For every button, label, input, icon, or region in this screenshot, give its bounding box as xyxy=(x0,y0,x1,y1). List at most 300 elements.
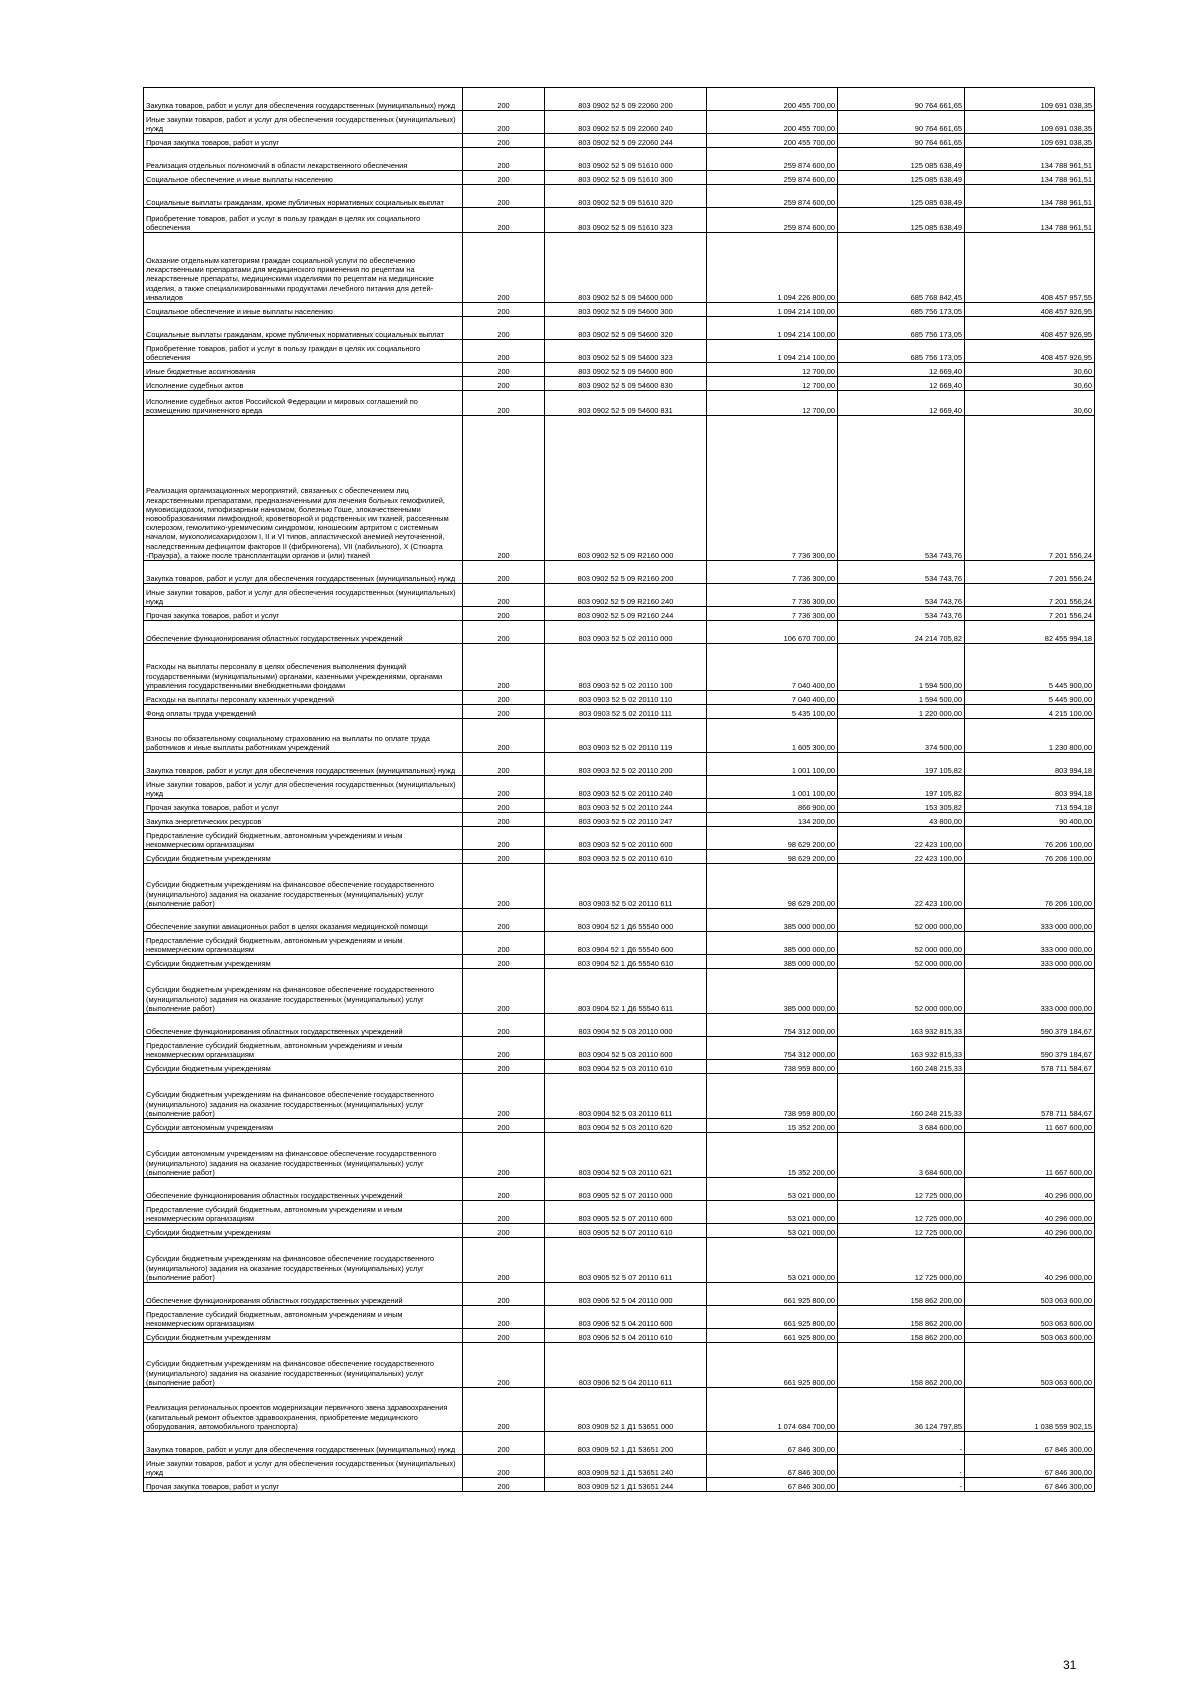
row-name: Субсидии бюджетным учреждениям на финансовое обеспечение государственного (муниципального) задания на оказание государственных (муниципальных) услуг (выполнение работ) xyxy=(144,1238,463,1283)
row-kbk: 803 0903 52 5 02 20110 247 xyxy=(545,813,707,827)
row-unexecuted: 408 457 957,55 xyxy=(965,233,1095,303)
row-unexecuted: 134 788 961,51 xyxy=(965,208,1095,233)
row-executed: 12 725 000,00 xyxy=(838,1224,965,1238)
row-code: 200 xyxy=(463,1074,545,1119)
row-approved: 12 700,00 xyxy=(707,363,838,377)
row-code: 200 xyxy=(463,1283,545,1306)
row-approved: 67 846 300,00 xyxy=(707,1432,838,1455)
row-executed: 3 684 600,00 xyxy=(838,1133,965,1178)
row-unexecuted: 5 445 900,00 xyxy=(965,644,1095,691)
row-name: Приобретение товаров, работ и услуг в пользу граждан в целях их социального обеспечения xyxy=(144,340,463,363)
row-name: Исполнение судебных актов Российской Федерации и мировых соглашений по возмещению причиненного вреда xyxy=(144,391,463,416)
row-unexecuted: 67 846 300,00 xyxy=(965,1455,1095,1478)
row-kbk: 803 0904 52 1 Д6 55540 610 xyxy=(545,955,707,969)
table-row xyxy=(144,1432,1095,1455)
row-name: Закупка товаров, работ и услуг для обеспечения государственных (муниципальных) нужд xyxy=(144,561,463,584)
row-code: 200 xyxy=(463,1178,545,1201)
row-code: 200 xyxy=(463,813,545,827)
row-executed: 163 932 815,33 xyxy=(838,1014,965,1037)
row-code: 200 xyxy=(463,1201,545,1224)
row-unexecuted: 7 201 556,24 xyxy=(965,416,1095,561)
row-executed: 36 124 797,85 xyxy=(838,1388,965,1432)
row-name: Фонд оплаты труда учреждений xyxy=(144,705,463,719)
row-code: 200 xyxy=(463,1037,545,1060)
row-unexecuted: 333 000 000,00 xyxy=(965,955,1095,969)
row-executed: 158 862 200,00 xyxy=(838,1343,965,1388)
row-kbk: 803 0909 52 1 Д1 53651 240 xyxy=(545,1455,707,1478)
row-approved: 98 629 200,00 xyxy=(707,850,838,864)
row-unexecuted: 134 788 961,51 xyxy=(965,171,1095,185)
row-name: Социальные выплаты гражданам, кроме публичных нормативных социальных выплат xyxy=(144,185,463,208)
row-code: 200 xyxy=(463,185,545,208)
row-code: 200 xyxy=(463,621,545,644)
row-unexecuted: 67 846 300,00 xyxy=(965,1478,1095,1492)
row-approved: 12 700,00 xyxy=(707,391,838,416)
row-approved: 259 874 600,00 xyxy=(707,171,838,185)
row-name: Субсидии бюджетным учреждениям xyxy=(144,1224,463,1238)
row-name: Прочая закупка товаров, работ и услуг xyxy=(144,1478,463,1492)
row-executed: 125 085 638,49 xyxy=(838,185,965,208)
row-approved: 7 736 300,00 xyxy=(707,584,838,607)
row-name: Закупка энергетических ресурсов xyxy=(144,813,463,827)
row-unexecuted: 76 206 100,00 xyxy=(965,827,1095,850)
row-executed: 374 500,00 xyxy=(838,719,965,753)
row-name: Субсидии бюджетным учреждениям на финансовое обеспечение государственного (муниципального) задания на оказание государственных (муниципальных) услуг (выполнение работ) xyxy=(144,969,463,1014)
row-kbk: 803 0903 52 5 02 20110 119 xyxy=(545,719,707,753)
row-approved: 259 874 600,00 xyxy=(707,185,838,208)
row-name: Иные бюджетные ассигнования xyxy=(144,363,463,377)
table-row xyxy=(144,233,1095,303)
table-row xyxy=(144,88,1095,111)
table-row xyxy=(144,1238,1095,1283)
row-approved: 866 900,00 xyxy=(707,799,838,813)
row-executed: 685 756 173,05 xyxy=(838,317,965,340)
row-code: 200 xyxy=(463,1343,545,1388)
table-row xyxy=(144,932,1095,955)
table-row xyxy=(144,1283,1095,1306)
row-name: Субсидии бюджетным учреждениям на финансовое обеспечение государственного (муниципального) задания на оказание государственных (муниципальных) услуг (выполнение работ) xyxy=(144,864,463,909)
row-kbk: 803 0904 52 1 Д6 55540 611 xyxy=(545,969,707,1014)
row-kbk: 803 0906 52 5 04 20110 610 xyxy=(545,1329,707,1343)
row-approved: 200 455 700,00 xyxy=(707,111,838,134)
row-code: 200 xyxy=(463,1133,545,1178)
row-executed: 153 305,82 xyxy=(838,799,965,813)
row-name: Прочая закупка товаров, работ и услуг xyxy=(144,134,463,148)
row-name: Закупка товаров, работ и услуг для обеспечения государственных (муниципальных) нужд xyxy=(144,1432,463,1455)
row-executed: 685 756 173,05 xyxy=(838,340,965,363)
row-name: Субсидии бюджетным учреждениям xyxy=(144,955,463,969)
row-unexecuted: 803 994,18 xyxy=(965,776,1095,799)
row-unexecuted: 11 667 600,00 xyxy=(965,1133,1095,1178)
row-kbk: 803 0903 52 5 02 20110 244 xyxy=(545,799,707,813)
table-row xyxy=(144,561,1095,584)
table-row xyxy=(144,1074,1095,1119)
row-name: Обеспечение закупки авиационных работ в целях оказания медицинской помощи xyxy=(144,909,463,932)
row-approved: 1 001 100,00 xyxy=(707,776,838,799)
row-name: Прочая закупка товаров, работ и услуг xyxy=(144,799,463,813)
row-code: 200 xyxy=(463,391,545,416)
row-unexecuted: 333 000 000,00 xyxy=(965,969,1095,1014)
row-kbk: 803 0903 52 5 02 20110 110 xyxy=(545,691,707,705)
row-approved: 53 021 000,00 xyxy=(707,1238,838,1283)
row-kbk: 803 0902 52 5 09 22060 244 xyxy=(545,134,707,148)
row-executed: 12 725 000,00 xyxy=(838,1178,965,1201)
row-executed: 158 862 200,00 xyxy=(838,1283,965,1306)
row-approved: 661 925 800,00 xyxy=(707,1343,838,1388)
table-row xyxy=(144,416,1095,561)
row-executed: 22 423 100,00 xyxy=(838,850,965,864)
table-row xyxy=(144,776,1095,799)
row-code: 200 xyxy=(463,111,545,134)
row-name: Социальное обеспечение и иные выплаты населению xyxy=(144,303,463,317)
row-name: Иные закупки товаров, работ и услуг для обеспечения государственных (муниципальных) нужд xyxy=(144,111,463,134)
table-row xyxy=(144,969,1095,1014)
row-code: 200 xyxy=(463,171,545,185)
row-name: Обеспечение функционирования областных государственных учреждений xyxy=(144,621,463,644)
row-kbk: 803 0903 52 5 02 20110 200 xyxy=(545,753,707,776)
row-approved: 661 925 800,00 xyxy=(707,1283,838,1306)
row-unexecuted: 40 296 000,00 xyxy=(965,1224,1095,1238)
table-row xyxy=(144,850,1095,864)
row-executed: 534 743,76 xyxy=(838,561,965,584)
table-row xyxy=(144,1060,1095,1074)
row-code: 200 xyxy=(463,377,545,391)
row-unexecuted: 30,60 xyxy=(965,377,1095,391)
row-kbk: 803 0902 52 5 09 R2160 000 xyxy=(545,416,707,561)
row-code: 200 xyxy=(463,1455,545,1478)
row-code: 200 xyxy=(463,753,545,776)
row-unexecuted: 109 691 038,35 xyxy=(965,111,1095,134)
row-approved: 7 736 300,00 xyxy=(707,416,838,561)
row-approved: 5 435 100,00 xyxy=(707,705,838,719)
row-kbk: 803 0906 52 5 04 20110 600 xyxy=(545,1306,707,1329)
table-row xyxy=(144,148,1095,171)
row-executed: 12 669,40 xyxy=(838,391,965,416)
row-name: Субсидии бюджетным учреждениям xyxy=(144,1329,463,1343)
table-row xyxy=(144,1343,1095,1388)
table-row xyxy=(144,1133,1095,1178)
row-approved: 53 021 000,00 xyxy=(707,1201,838,1224)
row-name: Реализация региональных проектов модернизации первичного звена здравоохранения (капитальный ремонт объектов здравоохранения, приобретение медицинского оборудования, автомобильного транспорта) xyxy=(144,1388,463,1432)
table-row xyxy=(144,827,1095,850)
table-row xyxy=(144,1014,1095,1037)
row-name: Субсидии бюджетным учреждениям xyxy=(144,1060,463,1074)
row-kbk: 803 0905 52 5 07 20110 610 xyxy=(545,1224,707,1238)
row-code: 200 xyxy=(463,932,545,955)
table-row xyxy=(144,1224,1095,1238)
row-kbk: 803 0904 52 5 03 20110 621 xyxy=(545,1133,707,1178)
row-code: 200 xyxy=(463,799,545,813)
row-executed: 197 105,82 xyxy=(838,753,965,776)
row-unexecuted: 578 711 584,67 xyxy=(965,1074,1095,1119)
row-name: Предоставление субсидий бюджетным, автономным учреждениям и иным некоммерческим организациям xyxy=(144,932,463,955)
table-row xyxy=(144,391,1095,416)
row-executed: 125 085 638,49 xyxy=(838,208,965,233)
row-kbk: 803 0902 52 5 09 51610 000 xyxy=(545,148,707,171)
row-unexecuted: 1 230 800,00 xyxy=(965,719,1095,753)
row-approved: 1 074 684 700,00 xyxy=(707,1388,838,1432)
table-row xyxy=(144,1178,1095,1201)
row-executed: 1 594 500,00 xyxy=(838,691,965,705)
row-kbk: 803 0902 52 5 09 22060 200 xyxy=(545,88,707,111)
row-approved: 7 736 300,00 xyxy=(707,607,838,621)
table-row xyxy=(144,813,1095,827)
row-kbk: 803 0902 52 5 09 54600 000 xyxy=(545,233,707,303)
table-row xyxy=(144,621,1095,644)
row-unexecuted: 11 667 600,00 xyxy=(965,1119,1095,1133)
row-name: Приобретение товаров, работ и услуг в пользу граждан в целях их социального обеспечения xyxy=(144,208,463,233)
row-unexecuted: 30,60 xyxy=(965,391,1095,416)
row-kbk: 803 0903 52 5 02 20110 111 xyxy=(545,705,707,719)
row-unexecuted: 578 711 584,67 xyxy=(965,1060,1095,1074)
row-approved: 1 094 214 100,00 xyxy=(707,317,838,340)
row-code: 200 xyxy=(463,1478,545,1492)
row-approved: 1 001 100,00 xyxy=(707,753,838,776)
row-kbk: 803 0905 52 5 07 20110 611 xyxy=(545,1238,707,1283)
table-row xyxy=(144,1037,1095,1060)
row-kbk: 803 0902 52 5 09 R2160 240 xyxy=(545,584,707,607)
row-name: Прочая закупка товаров, работ и услуг xyxy=(144,607,463,621)
row-name: Обеспечение функционирования областных государственных учреждений xyxy=(144,1283,463,1306)
row-approved: 15 352 200,00 xyxy=(707,1119,838,1133)
row-name: Реализация отдельных полномочий в области лекарственного обеспечения xyxy=(144,148,463,171)
budget-table-body xyxy=(144,88,1095,1492)
row-code: 200 xyxy=(463,909,545,932)
row-kbk: 803 0904 52 1 Д6 55540 000 xyxy=(545,909,707,932)
row-unexecuted: 7 201 556,24 xyxy=(965,607,1095,621)
page-number: 31 xyxy=(1063,1658,1077,1672)
row-approved: 15 352 200,00 xyxy=(707,1133,838,1178)
row-approved: 1 094 214 100,00 xyxy=(707,340,838,363)
row-executed: 90 764 661,65 xyxy=(838,134,965,148)
row-kbk: 803 0909 52 1 Д1 53651 000 xyxy=(545,1388,707,1432)
table-row xyxy=(144,1388,1095,1432)
row-code: 200 xyxy=(463,776,545,799)
table-row xyxy=(144,1478,1095,1492)
row-approved: 385 000 000,00 xyxy=(707,969,838,1014)
row-code: 200 xyxy=(463,148,545,171)
row-name: Предоставление субсидий бюджетным, автономным учреждениям и иным некоммерческим организациям xyxy=(144,827,463,850)
row-executed: 158 862 200,00 xyxy=(838,1306,965,1329)
row-kbk: 803 0903 52 5 02 20110 611 xyxy=(545,864,707,909)
row-name: Закупка товаров, работ и услуг для обеспечения государственных (муниципальных) нужд xyxy=(144,753,463,776)
row-code: 200 xyxy=(463,208,545,233)
row-name: Реализация организационных мероприятий, связанных с обеспечением лиц лекарственными препаратами, предназначенными для лечения больных гемофилией, муковисцидозом, гипофизарным нанизмом, болезнью Гоше, злокачественными новообразованиями лимфоидной, кроветворной и родственных им тканей, рассеянным склерозом, гемолитико-уремическим синдромом, юношеским артритом с системным началом, мукополисахаридозом I, II и VI типов, апластической анемией неуточненной, наследственным дефицитом факторов II (фибриногена), VII (лабильного), X (Стюарта -Прауэра), а также после трансплантации органов и (или) тканей xyxy=(144,416,463,561)
row-kbk: 803 0904 52 5 03 20110 620 xyxy=(545,1119,707,1133)
row-code: 200 xyxy=(463,864,545,909)
row-executed: 12 669,40 xyxy=(838,377,965,391)
row-executed: 43 800,00 xyxy=(838,813,965,827)
row-executed: 685 768 842,45 xyxy=(838,233,965,303)
row-name: Оказание отдельным категориям граждан социальной услуги по обеспечению лекарственными препаратами для медицинского применения по рецептам на лекарственные препараты, медицинскими изделиями по рецептам на медицинские изделия, а также специализированными продуктами лечебного питания для детей-инвалидов xyxy=(144,233,463,303)
row-approved: 754 312 000,00 xyxy=(707,1014,838,1037)
row-unexecuted: 503 063 600,00 xyxy=(965,1283,1095,1306)
row-executed: 685 756 173,05 xyxy=(838,303,965,317)
row-approved: 53 021 000,00 xyxy=(707,1178,838,1201)
row-approved: 53 021 000,00 xyxy=(707,1224,838,1238)
row-kbk: 803 0906 52 5 04 20110 000 xyxy=(545,1283,707,1306)
row-kbk: 803 0902 52 5 09 54600 300 xyxy=(545,303,707,317)
row-approved: 98 629 200,00 xyxy=(707,827,838,850)
row-name: Взносы по обязательному социальному страхованию на выплаты по оплате труда работников и иные выплаты работникам учреждений xyxy=(144,719,463,753)
table-row xyxy=(144,584,1095,607)
row-executed: 534 743,76 xyxy=(838,607,965,621)
row-executed: 160 248 215,33 xyxy=(838,1060,965,1074)
row-unexecuted: 76 206 100,00 xyxy=(965,864,1095,909)
row-unexecuted: 5 445 900,00 xyxy=(965,691,1095,705)
row-code: 200 xyxy=(463,644,545,691)
row-name: Расходы на выплаты персоналу в целях обеспечения выполнения функций государственными (муниципальными) органами, казенными учреждениями, органами управления государственными внебюджетными фондами xyxy=(144,644,463,691)
row-executed: 534 743,76 xyxy=(838,584,965,607)
table-row xyxy=(144,1306,1095,1329)
row-code: 200 xyxy=(463,1119,545,1133)
row-kbk: 803 0902 52 5 09 51610 300 xyxy=(545,171,707,185)
row-executed: 24 214 705,82 xyxy=(838,621,965,644)
row-approved: 12 700,00 xyxy=(707,377,838,391)
row-executed: 158 862 200,00 xyxy=(838,1329,965,1343)
row-unexecuted: 503 063 600,00 xyxy=(965,1329,1095,1343)
row-code: 200 xyxy=(463,955,545,969)
row-unexecuted: 590 379 184,67 xyxy=(965,1014,1095,1037)
row-unexecuted: 40 296 000,00 xyxy=(965,1201,1095,1224)
row-name: Предоставление субсидий бюджетным, автономным учреждениям и иным некоммерческим организациям xyxy=(144,1306,463,1329)
row-kbk: 803 0904 52 5 03 20110 611 xyxy=(545,1074,707,1119)
row-kbk: 803 0902 52 5 09 54600 323 xyxy=(545,340,707,363)
row-executed: 52 000 000,00 xyxy=(838,932,965,955)
row-code: 200 xyxy=(463,233,545,303)
row-approved: 106 670 700,00 xyxy=(707,621,838,644)
table-row xyxy=(144,340,1095,363)
row-name: Исполнение судебных актов xyxy=(144,377,463,391)
row-unexecuted: 40 296 000,00 xyxy=(965,1178,1095,1201)
row-code: 200 xyxy=(463,363,545,377)
row-kbk: 803 0904 52 5 03 20110 610 xyxy=(545,1060,707,1074)
row-approved: 7 736 300,00 xyxy=(707,561,838,584)
row-executed: - xyxy=(838,1455,965,1478)
table-row xyxy=(144,753,1095,776)
row-unexecuted: 82 455 994,18 xyxy=(965,621,1095,644)
table-row xyxy=(144,705,1095,719)
table-row xyxy=(144,799,1095,813)
row-code: 200 xyxy=(463,850,545,864)
row-unexecuted: 503 063 600,00 xyxy=(965,1343,1095,1388)
table-row xyxy=(144,864,1095,909)
row-unexecuted: 408 457 926,95 xyxy=(965,340,1095,363)
table-row xyxy=(144,111,1095,134)
row-name: Обеспечение функционирования областных государственных учреждений xyxy=(144,1178,463,1201)
row-kbk: 803 0902 52 5 09 54600 831 xyxy=(545,391,707,416)
row-executed: 534 743,76 xyxy=(838,416,965,561)
row-code: 200 xyxy=(463,317,545,340)
row-approved: 754 312 000,00 xyxy=(707,1037,838,1060)
row-approved: 259 874 600,00 xyxy=(707,208,838,233)
row-kbk: 803 0905 52 5 07 20110 000 xyxy=(545,1178,707,1201)
row-executed: 1 220 000,00 xyxy=(838,705,965,719)
row-approved: 98 629 200,00 xyxy=(707,864,838,909)
row-kbk: 803 0903 52 5 02 20110 610 xyxy=(545,850,707,864)
row-approved: 200 455 700,00 xyxy=(707,134,838,148)
row-name: Субсидии бюджетным учреждениям на финансовое обеспечение государственного (муниципального) задания на оказание государственных (муниципальных) услуг (выполнение работ) xyxy=(144,1343,463,1388)
row-unexecuted: 408 457 926,95 xyxy=(965,317,1095,340)
row-code: 200 xyxy=(463,1388,545,1432)
row-code: 200 xyxy=(463,1224,545,1238)
row-executed: 22 423 100,00 xyxy=(838,827,965,850)
row-code: 200 xyxy=(463,827,545,850)
row-name: Субсидии автономным учреждениям на финансовое обеспечение государственного (муниципального) задания на оказание государственных (муниципальных) услуг (выполнение работ) xyxy=(144,1133,463,1178)
row-approved: 385 000 000,00 xyxy=(707,932,838,955)
row-approved: 1 094 226 800,00 xyxy=(707,233,838,303)
row-approved: 385 000 000,00 xyxy=(707,909,838,932)
row-approved: 1 094 214 100,00 xyxy=(707,303,838,317)
row-approved: 1 605 300,00 xyxy=(707,719,838,753)
row-unexecuted: 408 457 926,95 xyxy=(965,303,1095,317)
row-name: Предоставление субсидий бюджетным, автономным учреждениям и иным некоммерческим организациям xyxy=(144,1201,463,1224)
table-row xyxy=(144,691,1095,705)
table-row xyxy=(144,1201,1095,1224)
row-approved: 7 040 400,00 xyxy=(707,644,838,691)
row-name: Иные закупки товаров, работ и услуг для обеспечения государственных (муниципальных) нужд xyxy=(144,1455,463,1478)
row-approved: 661 925 800,00 xyxy=(707,1329,838,1343)
row-code: 200 xyxy=(463,340,545,363)
row-approved: 67 846 300,00 xyxy=(707,1455,838,1478)
table-row xyxy=(144,644,1095,691)
row-name: Закупка товаров, работ и услуг для обеспечения государственных (муниципальных) нужд xyxy=(144,88,463,111)
row-approved: 200 455 700,00 xyxy=(707,88,838,111)
row-name: Иные закупки товаров, работ и услуг для обеспечения государственных (муниципальных) нужд xyxy=(144,584,463,607)
row-unexecuted: 803 994,18 xyxy=(965,753,1095,776)
row-executed: 22 423 100,00 xyxy=(838,864,965,909)
row-unexecuted: 590 379 184,67 xyxy=(965,1037,1095,1060)
row-name: Иные закупки товаров, работ и услуг для обеспечения государственных (муниципальных) нужд xyxy=(144,776,463,799)
row-code: 200 xyxy=(463,1060,545,1074)
row-kbk: 803 0903 52 5 02 20110 600 xyxy=(545,827,707,850)
row-executed: 52 000 000,00 xyxy=(838,969,965,1014)
row-executed: 197 105,82 xyxy=(838,776,965,799)
row-approved: 134 200,00 xyxy=(707,813,838,827)
row-executed: 12 725 000,00 xyxy=(838,1201,965,1224)
row-approved: 385 000 000,00 xyxy=(707,955,838,969)
row-executed: 3 684 600,00 xyxy=(838,1119,965,1133)
row-executed: 52 000 000,00 xyxy=(838,909,965,932)
row-executed: - xyxy=(838,1478,965,1492)
row-unexecuted: 503 063 600,00 xyxy=(965,1306,1095,1329)
row-kbk: 803 0902 52 5 09 51610 323 xyxy=(545,208,707,233)
row-approved: 738 959 800,00 xyxy=(707,1060,838,1074)
row-unexecuted: 109 691 038,35 xyxy=(965,88,1095,111)
row-code: 200 xyxy=(463,1238,545,1283)
row-kbk: 803 0902 52 5 09 51610 320 xyxy=(545,185,707,208)
table-row xyxy=(144,208,1095,233)
table-row xyxy=(144,377,1095,391)
row-code: 200 xyxy=(463,584,545,607)
row-approved: 738 959 800,00 xyxy=(707,1074,838,1119)
row-code: 200 xyxy=(463,1329,545,1343)
row-unexecuted: 134 788 961,51 xyxy=(965,148,1095,171)
row-code: 200 xyxy=(463,969,545,1014)
row-executed: 125 085 638,49 xyxy=(838,171,965,185)
row-code: 200 xyxy=(463,134,545,148)
row-unexecuted: 109 691 038,35 xyxy=(965,134,1095,148)
row-name: Субсидии бюджетным учреждениям на финансовое обеспечение государственного (муниципального) задания на оказание государственных (муниципальных) услуг (выполнение работ) xyxy=(144,1074,463,1119)
row-executed: 90 764 661,65 xyxy=(838,88,965,111)
table-row xyxy=(144,909,1095,932)
row-kbk: 803 0904 52 5 03 20110 000 xyxy=(545,1014,707,1037)
budget-table xyxy=(143,87,1095,1492)
row-unexecuted: 1 038 559 902,15 xyxy=(965,1388,1095,1432)
table-row xyxy=(144,303,1095,317)
table-row xyxy=(144,1455,1095,1478)
row-kbk: 803 0902 52 5 09 54600 800 xyxy=(545,363,707,377)
